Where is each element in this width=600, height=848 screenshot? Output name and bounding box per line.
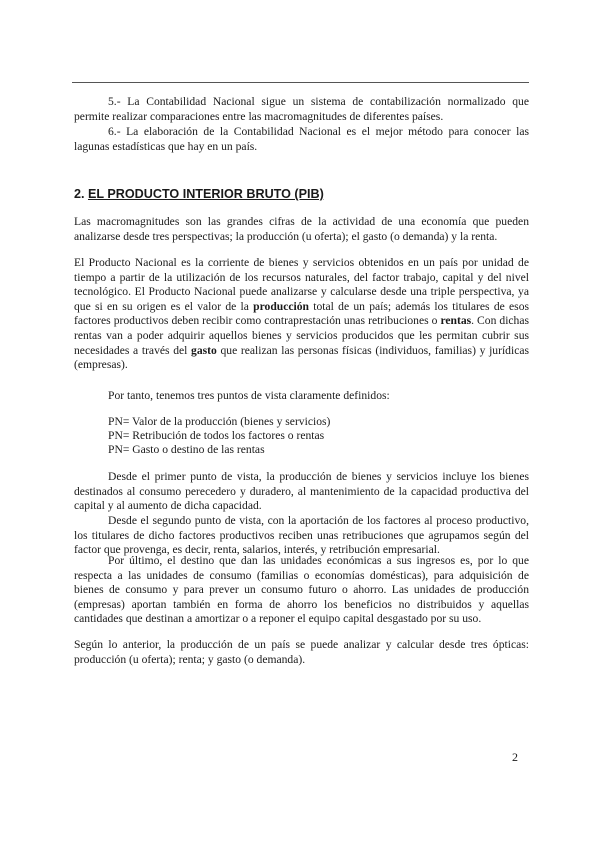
item-6-paragraph: 6.- La elaboración de la Contabilidad Nacional es el mejor método para conocer las lagunas estadísticas que hay en un país. [74,125,529,153]
second-viewpoint-paragraph: Desde el segundo punto de vista, con la aportación de los factores al proceso productivo, los titulares de dicho factores productivos reciben unas retribuciones que agrupamos según del factor que provenga, es decir, renta, salarios, interés, y retribución empresarial. [74,514,529,557]
pn-item: PN= Retribución de todos los factores o rentas [108,429,325,442]
definition-text-4: que realizan las personas físicas (individuos, familias) y jurídicas (empresas). [74,343,529,372]
section-title: EL PRODUCTO INTERIOR BRUTO (PIB) [88,187,324,201]
intro-paragraph: Las macromagnitudes son las grandes cifras de la actividad de una economía que pueden analizarse desde tres perspectivas; la producción (u oferta); el gasto (o demanda) y la renta. [74,215,529,243]
definition-bold-gasto: gasto [191,343,217,357]
definition-text-2: total de un país; además los titulares de esos factores productivos deben recibir como contraprestación unas retribuciones o [74,299,529,328]
definition-paragraph [74,256,529,373]
first-viewpoint-paragraph: Desde el primer punto de vista, la producción de bienes y servicios incluye los bienes destinados al consumo perecedero y duradero, al mantenimiento de la capacidad productiva del capital y al aumento de dicha capacidad. [74,470,529,513]
definition-text-3: . Con dichas rentas van a poder adquirir aquellos bienes y servicios producidos que les permitan cubrir sus necesidades a través del [74,314,530,357]
definition-text-1: El Producto Nacional es la corriente de bienes y servicios obtenidos en un país por unidad de tiempo a partir de la utilización de los recursos naturales, del factor trabajo, capital y del nivel tecnológico. El Producto Nacional puede analizarse y calcularse desde una triple perspectiva, ya que si en su origen es el valor de la [74,256,529,313]
definition-bold-produccion: producción [253,299,310,313]
item-5-paragraph: 5.- La Contabilidad Nacional sigue un sistema de contabilización normalizado que permite realizar comparaciones entre las macromagnitudes de diferentes países. [74,95,529,123]
viewpoints-intro: Por tanto, tenemos tres puntos de vista claramente definidos: [108,389,390,402]
page-number: 2 [512,750,518,764]
pn-item: PN= Gasto o destino de las rentas [108,443,265,456]
definition-bold-rentas: rentas [440,314,472,328]
header-rule [72,82,529,83]
conclusion-paragraph: Según lo anterior, la producción de un país se puede analizar y calcular desde tres ópticas: producción (u oferta); renta; y gasto (o demanda). [74,638,529,666]
pn-item: PN= Valor de la producción (bienes y servicios) [108,415,331,428]
third-viewpoint-paragraph: Por último, el destino que dan las unidades económicas a sus ingresos es, por lo que respecta a las unidades de consumo (familias o economías domésticas), para adquisición de bienes de consumo y para prever un consumo futuro o ahorro. Las unidades de producción (empresas) aportan también en forma de ahorro los beneficios no distribuidos y aquellas cantidades que destinan a amortizar o a reponer el equipo capital desgastado por su uso. [74,554,529,626]
section-number: 2. [74,187,85,201]
section-heading [74,187,324,201]
